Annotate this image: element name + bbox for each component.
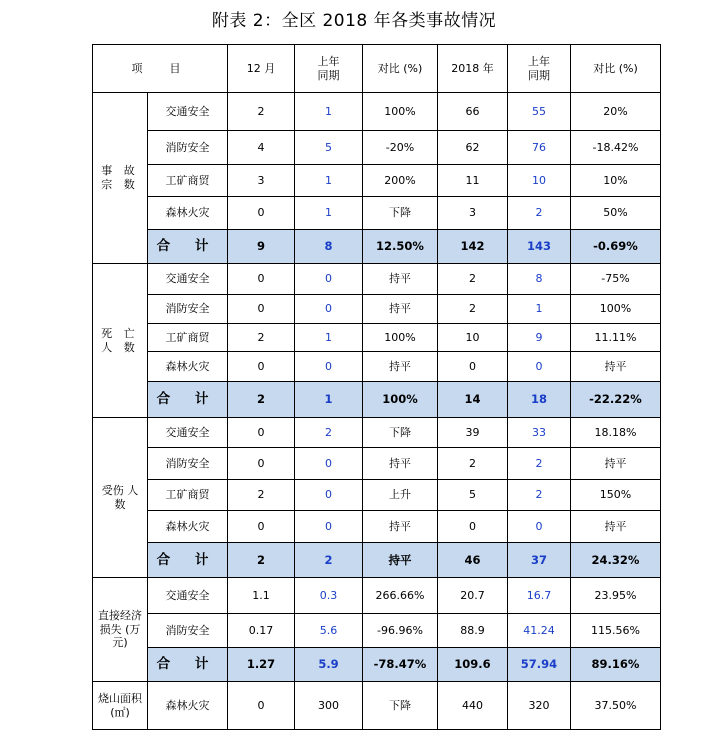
cell-dec: 0 (228, 352, 295, 382)
table-row (93, 295, 661, 324)
cell-year: 10 (438, 324, 508, 352)
cell-year: 2 (438, 295, 508, 324)
cell-ratio-b: -18.42% (571, 131, 661, 165)
cell-last-year-b: 18 (508, 382, 571, 418)
cell-last-year-b: 9 (508, 324, 571, 352)
cell-ratio-a: 下降 (363, 418, 438, 448)
cell-last-year-b: 57.94 (508, 648, 571, 682)
cell-ratio-b: 115.56% (571, 614, 661, 648)
cell-ratio-b: 24.32% (571, 543, 661, 578)
cell-ratio-b: -75% (571, 264, 661, 295)
row-label: 合 计 (148, 230, 228, 264)
cell-dec: 2 (228, 480, 295, 511)
row-label: 交通安全 (148, 418, 228, 448)
table-row (93, 93, 661, 131)
cell-ratio-b: -22.22% (571, 382, 661, 418)
cell-ratio-b: 23.95% (571, 578, 661, 614)
table-row (93, 418, 661, 448)
cell-last-year-a: 5.6 (295, 614, 363, 648)
header-item: 项 目 (93, 45, 228, 93)
header-row (93, 45, 661, 93)
header-ratio-a: 对比 (%) (363, 45, 438, 93)
cell-year: 0 (438, 511, 508, 543)
cell-last-year-b: 8 (508, 264, 571, 295)
cell-last-year-a: 0 (295, 264, 363, 295)
cell-last-year-a: 8 (295, 230, 363, 264)
cell-year: 2 (438, 448, 508, 480)
cell-ratio-a: 下降 (363, 197, 438, 230)
row-label: 森林火灾 (148, 682, 228, 730)
cell-year: 0 (438, 352, 508, 382)
row-label: 消防安全 (148, 614, 228, 648)
table-row (93, 165, 661, 197)
cell-ratio-b: -0.69% (571, 230, 661, 264)
cell-ratio-a: 100% (363, 382, 438, 418)
row-label: 森林火灾 (148, 352, 228, 382)
cell-dec: 0 (228, 448, 295, 480)
cell-last-year-b: 41.24 (508, 614, 571, 648)
cell-last-year-b: 76 (508, 131, 571, 165)
header-last-year-a: 上年同期 (295, 45, 363, 93)
cell-year: 5 (438, 480, 508, 511)
cell-dec: 0 (228, 511, 295, 543)
row-label: 合 计 (148, 648, 228, 682)
cell-ratio-b: 37.50% (571, 682, 661, 730)
cell-dec: 0 (228, 418, 295, 448)
table-row (93, 197, 661, 230)
cell-last-year-b: 1 (508, 295, 571, 324)
cell-last-year-a: 1 (295, 324, 363, 352)
group-burn-area: 烧山面积 (㎡) (93, 682, 148, 730)
cell-last-year-b: 10 (508, 165, 571, 197)
cell-year: 62 (438, 131, 508, 165)
cell-dec: 2 (228, 324, 295, 352)
cell-year: 11 (438, 165, 508, 197)
page-title: 附表 2：全区 2018 年各类事故情况 (211, 11, 497, 31)
table-row (93, 511, 661, 543)
cell-dec: 9 (228, 230, 295, 264)
cell-last-year-a: 0 (295, 480, 363, 511)
cell-ratio-b: 50% (571, 197, 661, 230)
header-year: 2018 年 (438, 45, 508, 93)
table-row (93, 614, 661, 648)
cell-last-year-b: 2 (508, 480, 571, 511)
cell-ratio-a: 上升 (363, 480, 438, 511)
cell-year: 14 (438, 382, 508, 418)
cell-dec: 0.17 (228, 614, 295, 648)
total-row (93, 648, 661, 682)
cell-ratio-a: 12.50% (363, 230, 438, 264)
cell-year: 109.6 (438, 648, 508, 682)
cell-ratio-a: 持平 (363, 543, 438, 578)
table-row (93, 682, 661, 730)
cell-ratio-b: 18.18% (571, 418, 661, 448)
cell-year: 20.7 (438, 578, 508, 614)
cell-ratio-a: 下降 (363, 682, 438, 730)
row-label: 消防安全 (148, 448, 228, 480)
cell-last-year-a: 2 (295, 418, 363, 448)
cell-dec: 2 (228, 93, 295, 131)
cell-ratio-a: 持平 (363, 352, 438, 382)
cell-last-year-b: 143 (508, 230, 571, 264)
table-row (93, 324, 661, 352)
row-label: 交通安全 (148, 578, 228, 614)
total-row (93, 543, 661, 578)
table-row (93, 352, 661, 382)
cell-ratio-b: 10% (571, 165, 661, 197)
cell-last-year-b: 2 (508, 448, 571, 480)
cell-last-year-a: 5 (295, 131, 363, 165)
cell-ratio-a: 100% (363, 93, 438, 131)
cell-year: 3 (438, 197, 508, 230)
total-row (93, 230, 661, 264)
cell-ratio-a: 持平 (363, 511, 438, 543)
header-dec: 12 月 (228, 45, 295, 93)
cell-ratio-b: 89.16% (571, 648, 661, 682)
cell-ratio-b: 100% (571, 295, 661, 324)
cell-last-year-b: 55 (508, 93, 571, 131)
cell-last-year-a: 2 (295, 543, 363, 578)
cell-last-year-a: 1 (295, 382, 363, 418)
cell-last-year-b: 0 (508, 352, 571, 382)
cell-last-year-a: 5.9 (295, 648, 363, 682)
cell-dec: 2 (228, 382, 295, 418)
group-deaths: 死 亡 人 数 (93, 264, 148, 418)
table-row (93, 131, 661, 165)
cell-ratio-b: 150% (571, 480, 661, 511)
cell-dec: 0 (228, 295, 295, 324)
accident-stats-table (92, 44, 661, 730)
group-injuries: 受伤 人数 (93, 418, 148, 578)
header-last-year-b: 上年同期 (508, 45, 571, 93)
cell-dec: 0 (228, 682, 295, 730)
cell-ratio-a: 持平 (363, 264, 438, 295)
row-label: 工矿商贸 (148, 480, 228, 511)
cell-last-year-a: 1 (295, 197, 363, 230)
cell-ratio-a: 持平 (363, 448, 438, 480)
cell-last-year-a: 0 (295, 511, 363, 543)
cell-year: 66 (438, 93, 508, 131)
cell-ratio-a: -20% (363, 131, 438, 165)
row-label: 合 计 (148, 382, 228, 418)
group-accidents: 事 故 宗 数 (93, 93, 148, 264)
cell-ratio-b: 持平 (571, 352, 661, 382)
row-label: 森林火灾 (148, 511, 228, 543)
cell-dec: 1.27 (228, 648, 295, 682)
cell-ratio-b: 11.11% (571, 324, 661, 352)
table-row (93, 448, 661, 480)
row-label: 消防安全 (148, 295, 228, 324)
row-label: 合 计 (148, 543, 228, 578)
cell-last-year-a: 1 (295, 165, 363, 197)
cell-last-year-a: 300 (295, 682, 363, 730)
cell-last-year-a: 0.3 (295, 578, 363, 614)
cell-ratio-a: -96.96% (363, 614, 438, 648)
cell-last-year-b: 37 (508, 543, 571, 578)
total-row (93, 382, 661, 418)
cell-year: 46 (438, 543, 508, 578)
cell-ratio-a: 200% (363, 165, 438, 197)
cell-dec: 2 (228, 543, 295, 578)
cell-last-year-b: 33 (508, 418, 571, 448)
table-row (93, 578, 661, 614)
cell-ratio-b: 20% (571, 93, 661, 131)
cell-ratio-a: 持平 (363, 295, 438, 324)
header-ratio-b: 对比 (%) (571, 45, 661, 93)
cell-year: 2 (438, 264, 508, 295)
cell-year: 142 (438, 230, 508, 264)
cell-last-year-a: 1 (295, 93, 363, 131)
cell-dec: 0 (228, 197, 295, 230)
cell-ratio-a: 266.66% (363, 578, 438, 614)
table-row (93, 264, 661, 295)
cell-last-year-a: 0 (295, 295, 363, 324)
cell-ratio-b: 持平 (571, 511, 661, 543)
cell-ratio-b: 持平 (571, 448, 661, 480)
cell-last-year-b: 16.7 (508, 578, 571, 614)
row-label: 交通安全 (148, 93, 228, 131)
cell-last-year-b: 2 (508, 197, 571, 230)
group-economic-loss: 直接经济损失 (万元) (93, 578, 148, 682)
cell-last-year-a: 0 (295, 448, 363, 480)
cell-ratio-a: 100% (363, 324, 438, 352)
row-label: 交通安全 (148, 264, 228, 295)
cell-dec: 1.1 (228, 578, 295, 614)
row-label: 消防安全 (148, 131, 228, 165)
row-label: 工矿商贸 (148, 324, 228, 352)
table-row (93, 480, 661, 511)
cell-year: 88.9 (438, 614, 508, 648)
cell-dec: 4 (228, 131, 295, 165)
cell-ratio-a: -78.47% (363, 648, 438, 682)
row-label: 森林火灾 (148, 197, 228, 230)
cell-year: 39 (438, 418, 508, 448)
cell-year: 440 (438, 682, 508, 730)
cell-dec: 0 (228, 264, 295, 295)
cell-dec: 3 (228, 165, 295, 197)
cell-last-year-b: 320 (508, 682, 571, 730)
row-label: 工矿商贸 (148, 165, 228, 197)
cell-last-year-a: 0 (295, 352, 363, 382)
cell-last-year-b: 0 (508, 511, 571, 543)
